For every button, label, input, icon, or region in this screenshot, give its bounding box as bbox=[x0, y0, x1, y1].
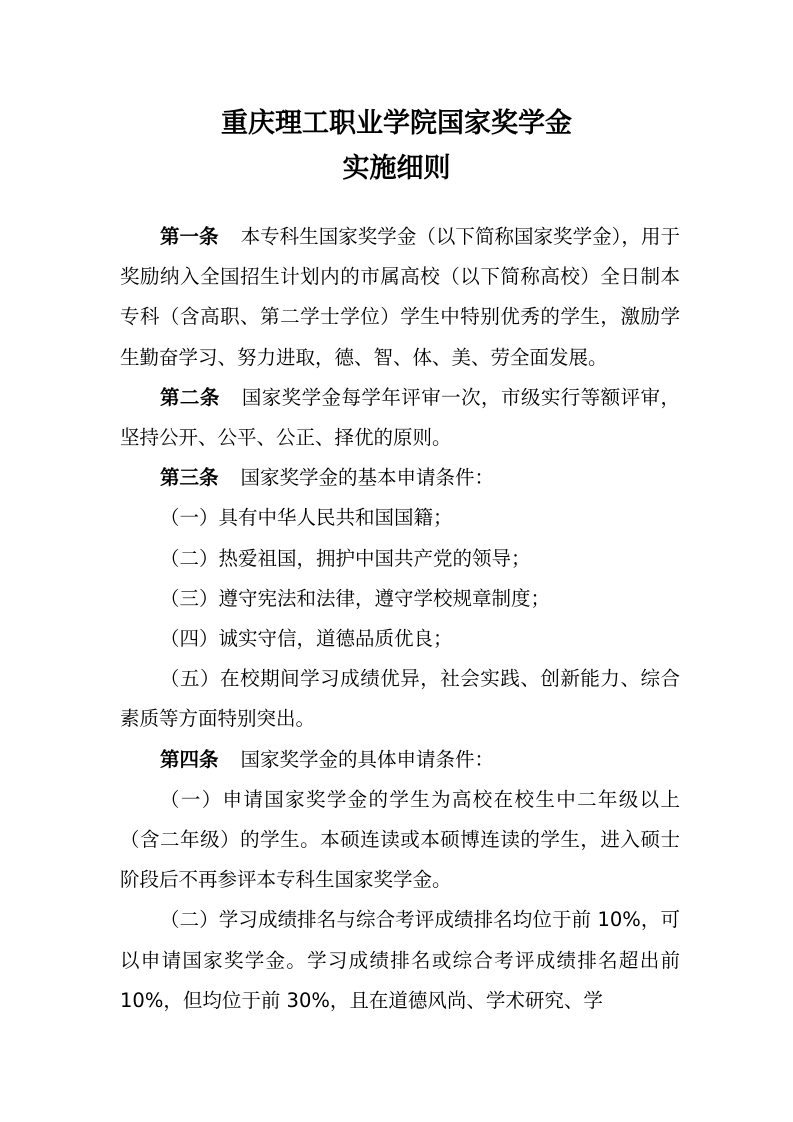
article-4-item-2: （二）学习成绩排名与综合考评成绩排名均位于前 10%，可以申请国家奖学金。学习成绩排名或综合考评成绩排名超出前 10%，但均位于前 30%，且在道德风尚、学术研究、学 bbox=[120, 908, 680, 1012]
article-2-label: 第二条 bbox=[160, 385, 220, 409]
document-body bbox=[120, 217, 680, 1021]
article-2-text: 国家奖学金每学年评审一次，市级实行等额评审，坚持公开、公平、公正、择优的原则。 bbox=[120, 385, 680, 450]
article-4-paragraph bbox=[120, 740, 680, 780]
article-4-item-1: （一）申请国家奖学金的学生为高校在校生中二年级以上（含二年级）的学生。本硕连读或本硕博连读的学生，进入硕士阶段后不再参评本专科生国家奖学金。 bbox=[120, 787, 680, 892]
article-4-label: 第四条 bbox=[160, 747, 219, 771]
article-1-label: 第一条 bbox=[160, 225, 219, 248]
article-3-item-3: （三）遵守宪法和法律，遵守学校规章制度； bbox=[160, 586, 551, 610]
article-2-paragraph bbox=[120, 378, 680, 458]
article-3-item-2: （二）热爱祖国，拥护中国共产党的领导； bbox=[160, 546, 531, 570]
article-3-label: 第三条 bbox=[160, 466, 219, 490]
document-subtitle: 实施细则 bbox=[342, 153, 451, 184]
article-3-item-5: （五）在校期间学习成绩优异，社会实践、创新能力、综合素质等方面特别突出。 bbox=[120, 667, 680, 731]
article-1-paragraph bbox=[120, 217, 680, 378]
article-1-text: 本专科生国家奖学金（以下简称国家奖学金），用于奖励纳入全国招生计划内的市属高校（以下简称高校）全日制本专科（含高职、第二学士学位）学生中特别优秀的学生，激励学生勤奋学习、努力进取，德、智、体、美、劳全面发展。 bbox=[120, 225, 680, 369]
article-4-text: 国家奖学金的具体申请条件： bbox=[240, 747, 495, 771]
article-3-text: 国家奖学金的基本申请条件： bbox=[240, 466, 495, 490]
article-3-item-4: （四）诚实守信，道德品质优良； bbox=[160, 627, 453, 651]
document-title: 重庆理工职业学院国家奖学金 bbox=[221, 108, 572, 139]
article-3-paragraph bbox=[120, 458, 680, 498]
article-3-item-1: （一）具有中华人民共和国国籍； bbox=[160, 506, 453, 530]
